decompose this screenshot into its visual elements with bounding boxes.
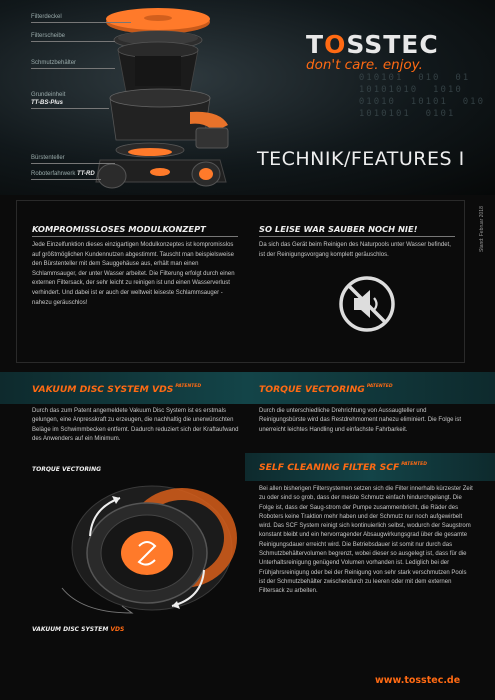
label-roboterfahrwerk: Roboterfahrwerk TT-RD [31, 171, 95, 177]
box1-heading: KOMPROMISSLOSES MODULKONZEPT [32, 224, 206, 234]
box2-heading: SO LEISE WAR SAUBER NOCH NIE! [259, 224, 418, 234]
torque-text: Durch die unterschiedliche Drehrichtung von Aussaugteller und Reinigungsbürste wird das Restdrehmoment nahezu eliminiert. Die Folge ist unerreicht leichtes Handling und einfachste Fahrbarkeit. [259, 408, 462, 433]
binary-pattern: 010101 010 01 10101010 1010 01010 10101 010 1010101 0101 [358, 73, 485, 119]
box2-text: Da sich das Gerät beim Reinigen des Naturpools unter Wasser befindet, ist der Reinigungsvorgang komplett geräuschlos. [259, 242, 451, 258]
mute-speaker-icon [337, 274, 397, 334]
torque-image-label: TORQUE VECTORING [32, 466, 102, 473]
label-tt-bs-plus: TT-BS-Plus [31, 100, 64, 106]
label-filterdeckel: Filterdeckel [31, 14, 62, 20]
page-title: TECHNIK/FEATURES I [257, 148, 465, 170]
disc-assembly-illustration [42, 478, 242, 618]
label-schmutzbehaelter: Schmutzbehälter [31, 60, 77, 66]
torque-heading: TORQUE VECTORING $^{PATENTED}$ [259, 384, 393, 395]
footer-url-link[interactable]: www.tosstec.de [375, 675, 461, 686]
tosstec-logo: TOSSTEC don't care. enjoy. [306, 30, 484, 80]
hero-header [0, 0, 495, 195]
scf-text: Bei allen bisherigen Filtersystemen setzen sich die Filter innerhalb kürzester Zeit zu oder sind so grob, dass der meiste Schmutz einfach hindurchgelangt. Die Folge ist, dass der Saug-strom der Pumpe zusammenbricht, die Räder des Roboters keine Traktion mehr haben und der Schmutz nur noch aufgewirbelt wird. Das SCF System reinigt sich kontinuierlich selbst, wodurch der Saugstrom konstant bleibt und ein hervorragender Absaugwirkungsgrad über die gesamte Reinigungsdauer erreicht wird. Die Betriebsdauer ist somit nur durch das Schmutzbehältervolumen begrenzt, wobei dieser so ausgelegt ist, dass für die Unterhaltsreinigung genügend Volumen vorhanden ist. Lediglich bei der Frühjahrsreinigung oder bei der Reinigung von sehr stark verschmutzen Pools ist der Schmutzbehälter zwischendurch zu leeren oder mit dem externen Filtersack zu arbeiten. [259, 486, 473, 595]
vds-image-label: VAKUUM DISC SYSTEM VDS [32, 626, 125, 633]
box1-text: Jede Einzelfunktion dieses einzigartigen Modulkonzeptes ist kompromisslos auf größtmöglichen Kundennutzen abgestimmt. Tauscht man beispielsweise den Bürstenteller mit dem Sauggehäuse aus, erhält man einen Schlammsauger, der unter Wasser arbeitet. Die Filterung erfolgt durch einen externen Filtersack, der sehr leicht zu reinigen ist und einen Wasserverlust verhindert. Und dabei ist er auch der weltweit leiseste Schlammsauger - nahezu geräuschlos! [32, 242, 235, 306]
tagline: don't care. enjoy. [306, 57, 423, 73]
label-filterscheibe: Filterscheibe [31, 33, 66, 39]
date-side-label: Stand: Februar 2018 [479, 206, 485, 252]
label-grundeinheit: Grundeinheit [31, 92, 66, 98]
vds-heading: VAKUUM DISC SYSTEM VDS $^{PATENTED}$ [32, 384, 202, 395]
scf-heading: SELF CLEANING FILTER SCF $^{PATENTED}$ [259, 462, 427, 473]
label-buerstenteller: Bürstenteller [31, 155, 65, 161]
vds-text: Durch das zum Patent angemeldete Vakuum Disc System ist es erstmals gelungen, eine Anpresskraft zu erzeugen, die nachhaltig die unerwünschten Beläge im Schwimmbecken entfernt. Dadurch reduziert sich der Kraftaufwand des Anwenders auf ein Minimum. [32, 408, 239, 442]
